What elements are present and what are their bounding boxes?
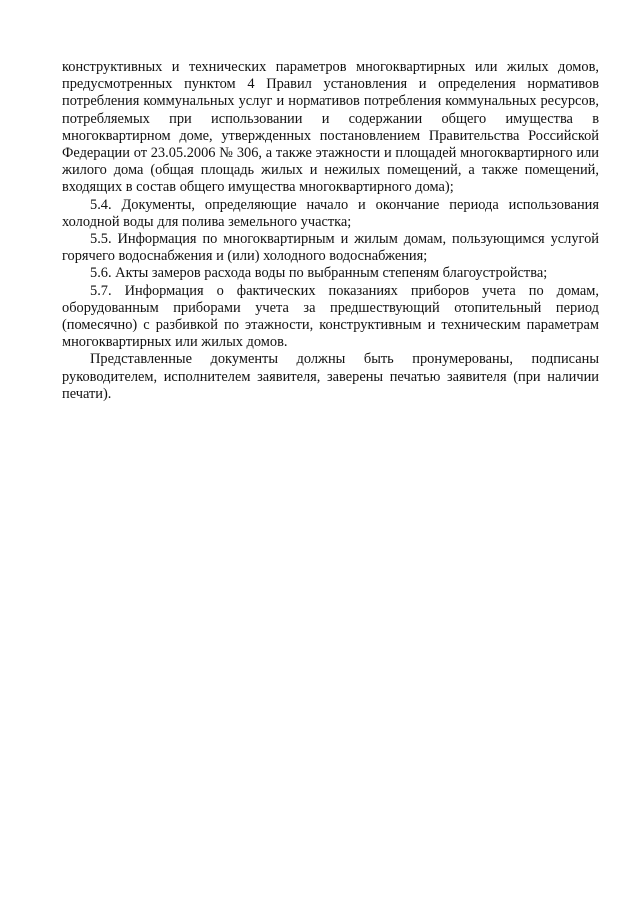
paragraph-5-4: 5.4. Документы, определяющие начало и окончание периода использования холодной воды для полива земельного участка; bbox=[62, 196, 599, 230]
paragraph-continuation: конструктивных и технических параметров многоквартирных или жилых домов, предусмотренных пунктом 4 Правил установления и определения нормативов потребления коммунальных услуг и нормативов потребления коммунальных ресурсов, потребляемых при использовании и содержании общего имущества в многоквартирном доме, утвержденных постановлением Правительства Российской Федерации от 23.05.2006 № 306, а также этажности и площадей многоквартирного или жилого дома (общая площадь жилых и нежилых помещений, а также помещений, входящих в состав общего имущества многоквартирного дома); bbox=[62, 59, 599, 196]
paragraph-5-7: 5.7. Информация о фактических показаниях приборов учета по домам, оборудованным приборами учета за предшествующий отопительный период (помесячно) с разбивкой по этажности, конструктивным и техническим параметрам многоквартирных или жилых домов. bbox=[62, 282, 599, 351]
paragraph-5-5: 5.5. Информация по многоквартирным и жилым домам, пользующимся услугой горячего водоснабжения и (или) холодного водоснабжения; bbox=[62, 231, 599, 265]
paragraph-requirements: Представленные документы должны быть пронумерованы, подписаны руководителем, исполнителем заявителя, заверены печатью заявителя (при наличии печати). bbox=[62, 351, 599, 402]
document-body bbox=[62, 59, 599, 403]
paragraph-5-6: 5.6. Акты замеров расхода воды по выбранным степеням благоустройства; bbox=[90, 265, 548, 282]
